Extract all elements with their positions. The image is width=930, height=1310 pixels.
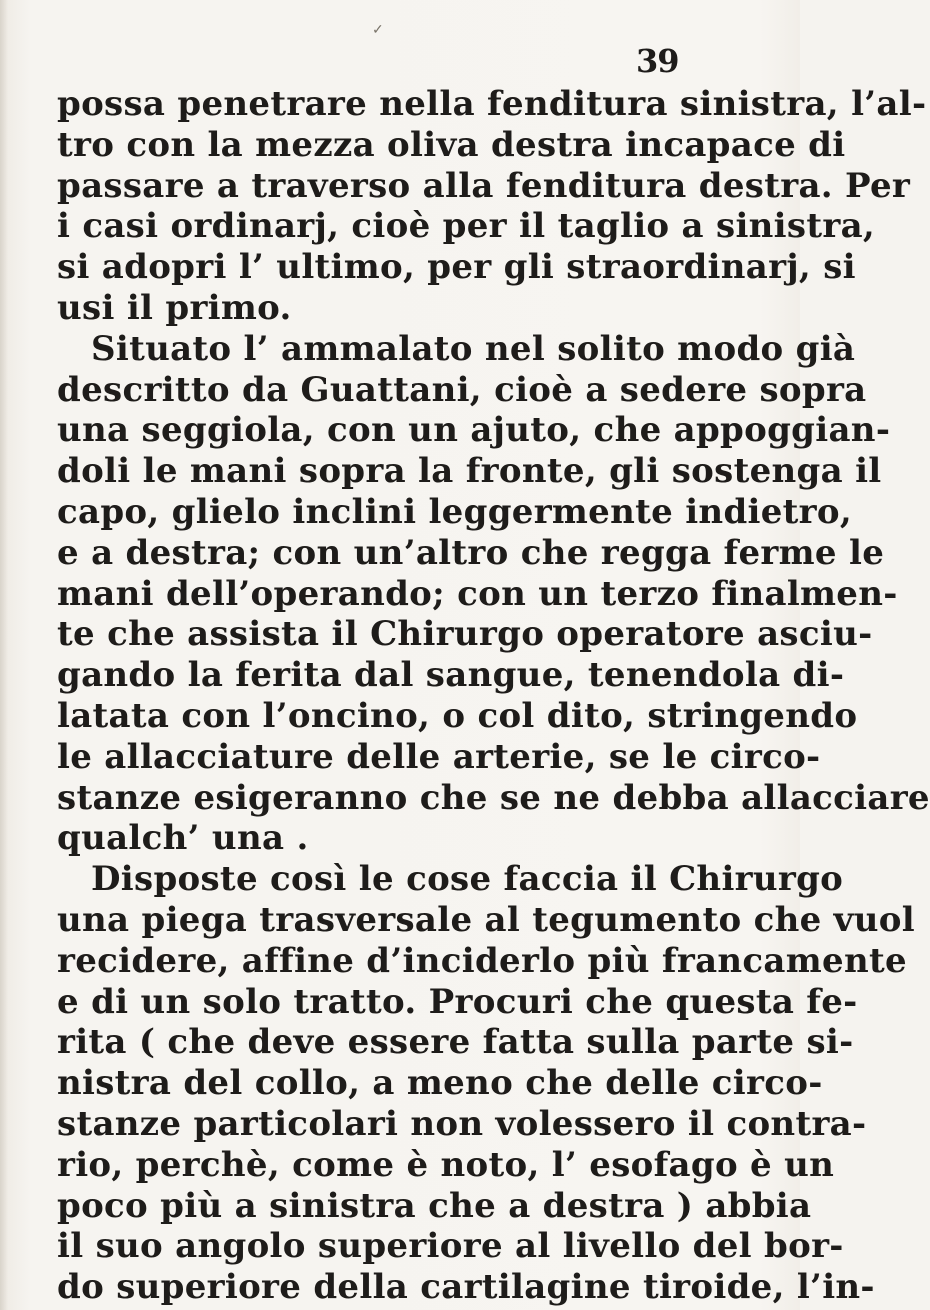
body-text	[57, 84, 930, 1308]
text-line: passare a traverso alla fenditura destra. Per	[57, 165, 911, 206]
text-line: stanze particolari non volessero il contra-	[57, 1103, 867, 1144]
text-line: rita ( che deve essere fatta sulla parte si-	[57, 1022, 854, 1063]
text-line: stanze esigeranno che se ne debba allacciare	[57, 777, 930, 818]
page-top-mark: ✓	[372, 22, 384, 38]
text-line: i casi ordinarj, cioè per il taglio a sinistra,	[57, 206, 876, 247]
text-line: il suo angolo superiore al livello del bor-	[57, 1226, 844, 1267]
text-line: Disposte così le cose faccia il Chirurgo	[91, 859, 844, 900]
text-line: recidere, affine d’inciderlo più francamente	[57, 940, 907, 981]
text-line: qualch’ una .	[57, 818, 309, 859]
text-line: Situato l’ ammalato nel solito modo già	[91, 328, 856, 369]
text-line: le allacciature delle arterie, se le circo-	[57, 736, 821, 777]
text-line: doli le mani sopra la fronte, gli sostenga il	[57, 451, 882, 492]
text-line: poco più a sinistra che a destra ) abbia	[57, 1185, 812, 1226]
page-number: 39	[636, 42, 679, 80]
text-line: capo, glielo inclini leggermente indietro,	[57, 491, 852, 532]
text-line: descritto da Guattani, cioè a sedere sopra	[57, 369, 867, 410]
text-line: una piega trasversale al tegumento che vuol	[57, 899, 915, 940]
text-line: e a destra; con un’altro che regga ferme le	[57, 532, 885, 573]
text-line: rio, perchè, come è noto, l’ esofago è un	[57, 1144, 835, 1185]
text-line: gando la ferita dal sangue, tenendola di-	[57, 655, 845, 696]
text-line: te che assista il Chirurgo operatore asciu-	[57, 614, 873, 655]
text-line: una seggiola, con un ajuto, che appoggian-	[57, 410, 891, 451]
text-line: e di un solo tratto. Procuri che questa fe-	[57, 981, 858, 1022]
text-line: possa penetrare nella fenditura sinistra, l’al-	[57, 84, 927, 124]
text-line: latata con l’oncino, o col dito, stringendo	[57, 695, 858, 736]
page-gutter-shadow	[0, 0, 8, 1310]
text-line: si adopri l’ ultimo, per gli straordinarj, si	[57, 247, 856, 288]
text-line: tro con la mezza oliva destra incapace di	[57, 124, 846, 165]
text-line: usi il primo.	[57, 287, 292, 328]
text-line: mani dell’operando; con un terzo finalmen-	[57, 573, 898, 614]
text-line: do superiore della cartilagine tiroide, l’in-	[57, 1267, 875, 1308]
text-line: nistra del collo, a meno che delle circo-	[57, 1063, 823, 1104]
